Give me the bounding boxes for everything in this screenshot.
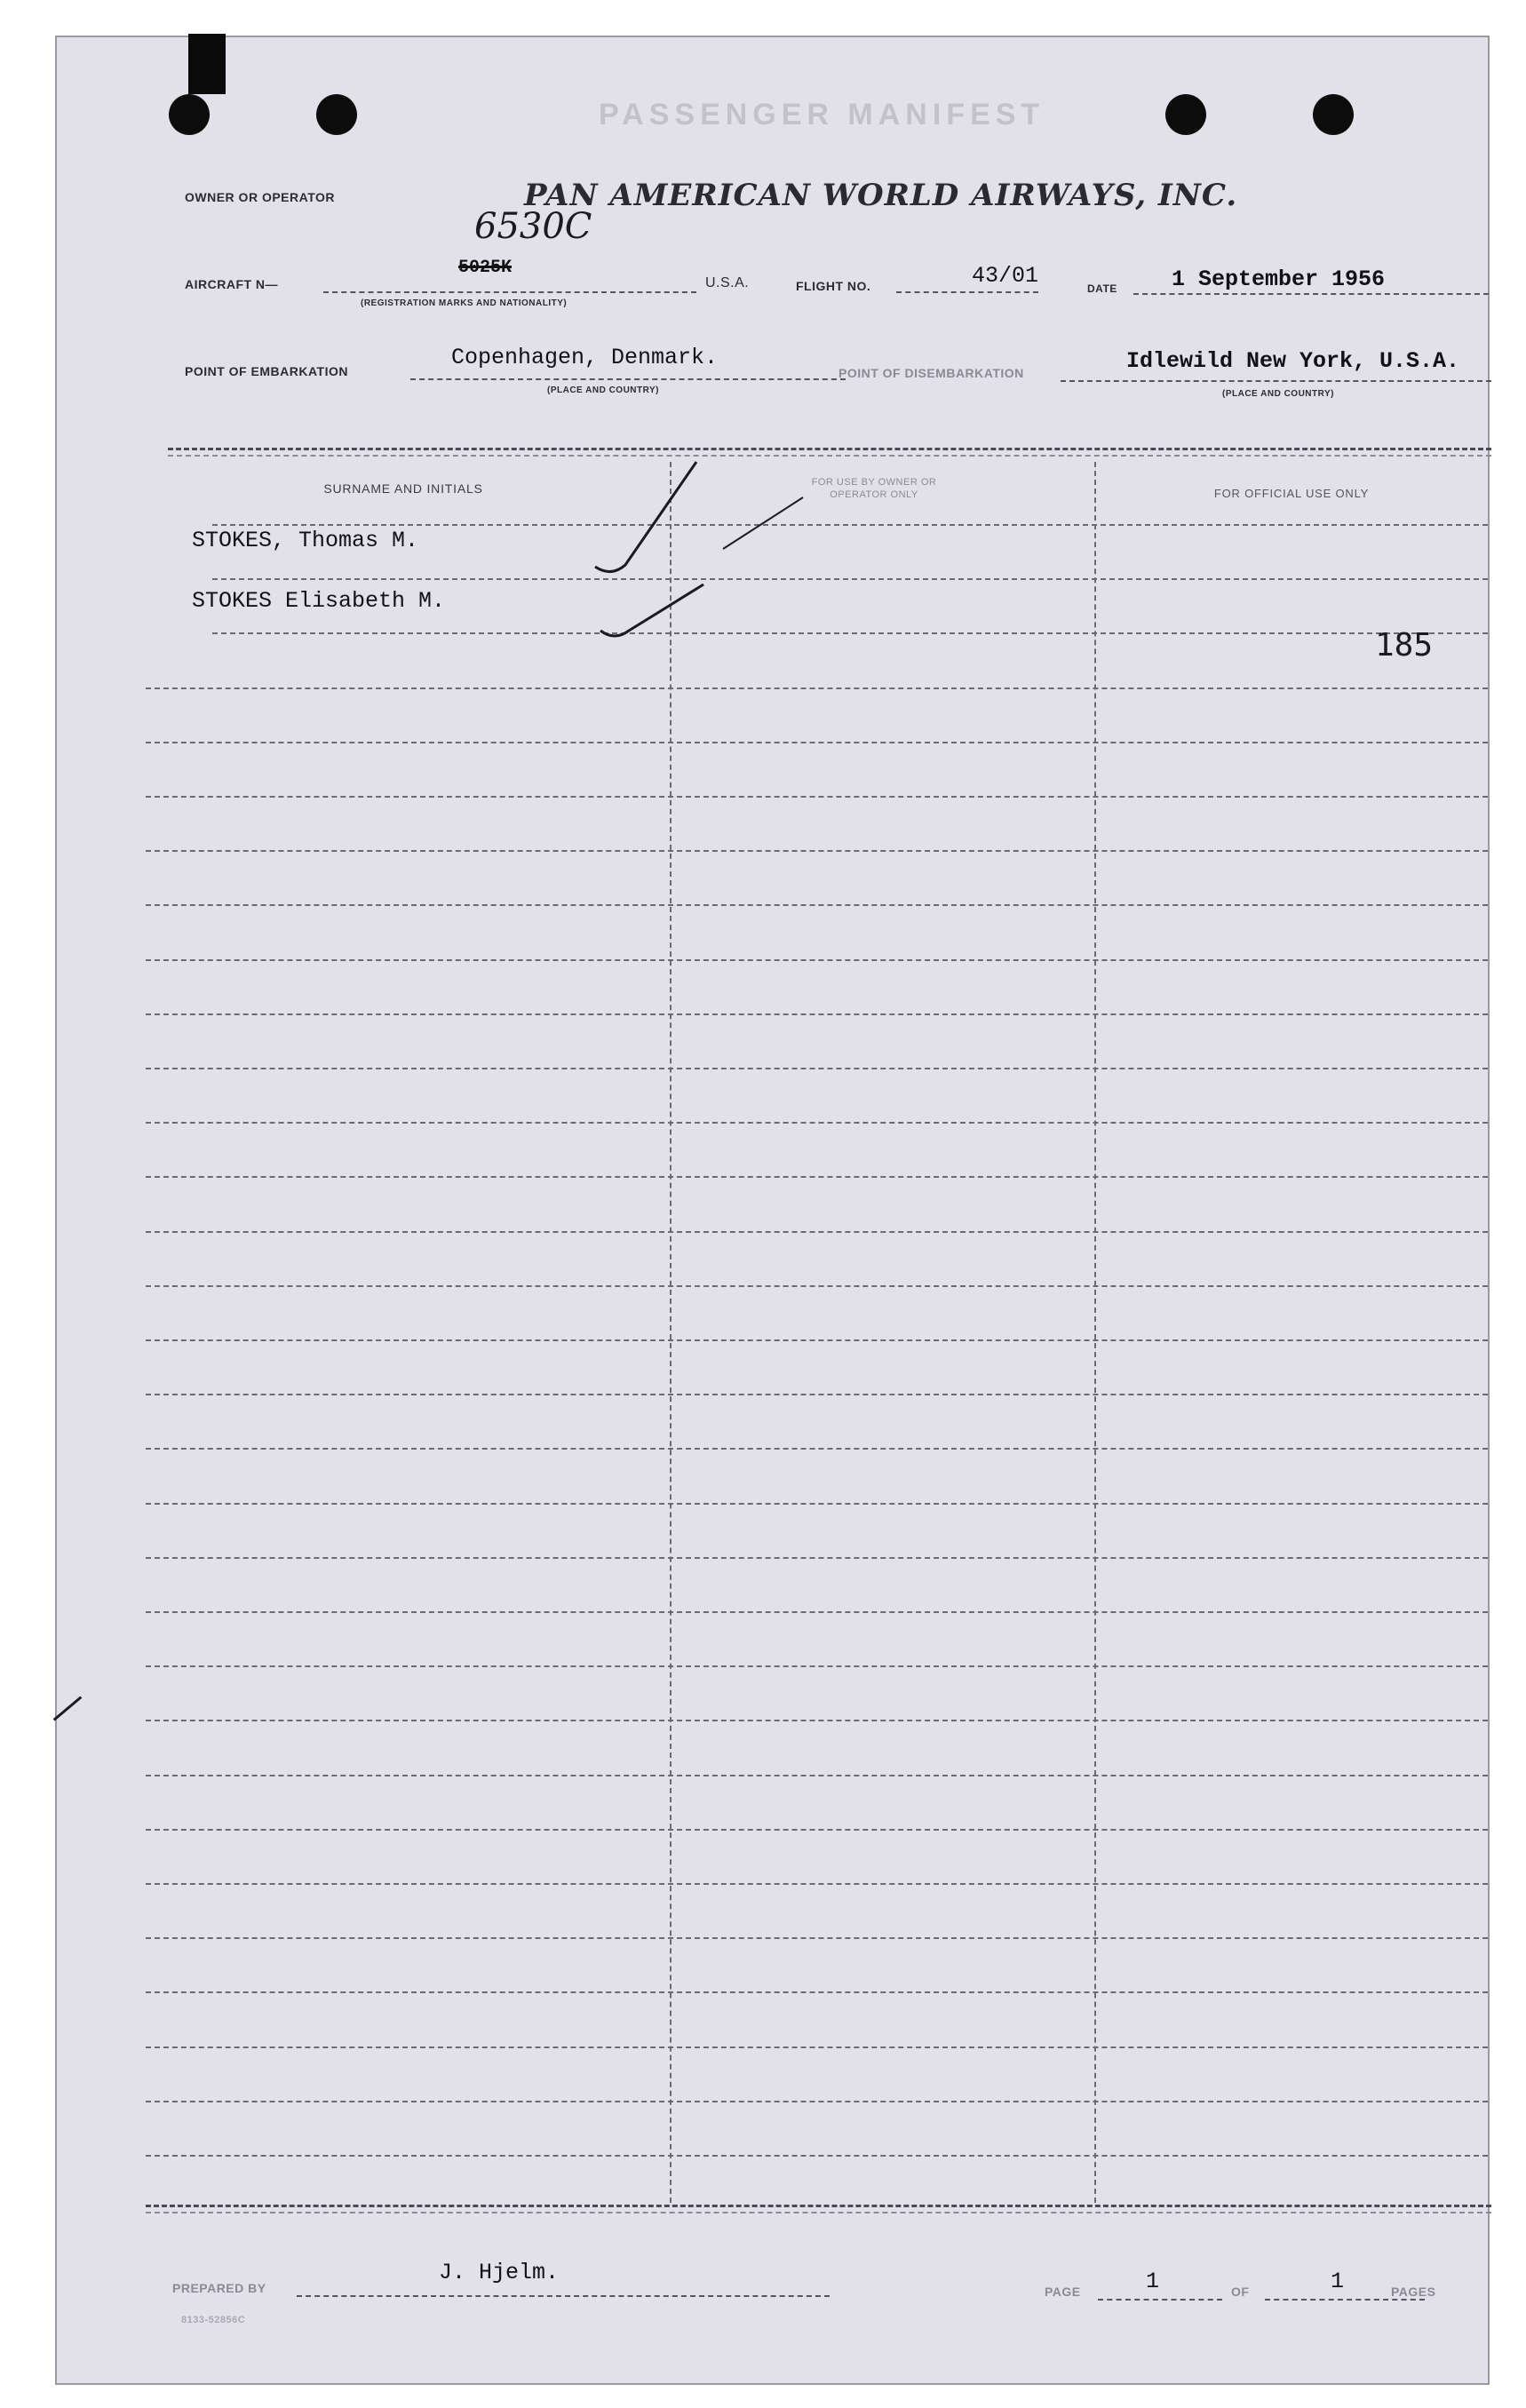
table-row-line [146, 2155, 1488, 2157]
table-row-line [146, 1068, 1488, 1069]
col-divider-1 [670, 462, 672, 2203]
date-value: 1 September 1956 [1172, 266, 1386, 292]
passenger-name-1: STOKES, Thomas M. [192, 528, 419, 553]
embark-value: Copenhagen, Denmark. [451, 345, 719, 370]
page-value: 1 [1146, 2269, 1160, 2294]
aircraft-line [323, 291, 696, 293]
table-row-line [146, 850, 1488, 852]
prepared-line [297, 2295, 830, 2297]
col-header-official: FOR OFFICIAL USE ONLY [1213, 487, 1370, 500]
punch-hole-left-2 [316, 94, 357, 135]
pages-label: PAGES [1391, 2285, 1436, 2299]
table-bottom-border-2 [146, 2212, 1491, 2213]
table-row-line [146, 1231, 1488, 1233]
table-row-line [146, 1720, 1488, 1721]
prepared-value: J. Hjelm. [439, 2260, 560, 2285]
aircraft-handwritten: 6530C [474, 206, 592, 247]
embark-label: POINT OF EMBARKATION [185, 364, 348, 378]
table-row-line [146, 2101, 1488, 2102]
check-mark-2 [597, 567, 721, 656]
table-row-line [146, 1013, 1488, 1015]
punch-hole-right-2 [1313, 94, 1354, 135]
form-number: 8133-52856C [181, 2315, 246, 2325]
table-row-line [146, 1829, 1488, 1831]
passenger-name-2: STOKES Elisabeth M. [192, 588, 446, 614]
table-row-line [146, 742, 1488, 743]
col-header-names: SURNAME AND INITIALS [323, 481, 483, 496]
col-header-owner: FOR USE BY OWNER OR OPERATOR ONLY [811, 477, 937, 500]
table-row-line [146, 959, 1488, 961]
col-divider-2 [1094, 462, 1096, 2203]
prepared-label: PREPARED BY [172, 2281, 266, 2295]
page-label: PAGE [1045, 2285, 1081, 2299]
punch-hole-left-1 [169, 94, 210, 135]
page-line [1098, 2299, 1222, 2301]
of-label: OF [1231, 2285, 1250, 2299]
table-row-line [146, 1557, 1488, 1559]
owner-value: PAN AMERICAN WORLD AIRWAYS, INC. [524, 178, 1238, 213]
margin-stroke [53, 1696, 83, 1721]
table-top-border-2 [168, 455, 1491, 457]
table-bottom-border [146, 2205, 1491, 2207]
flight-label: FLIGHT NO. [796, 279, 871, 293]
table-row-line [146, 2046, 1488, 2048]
aircraft-sublabel: (REGISTRATION MARKS AND NATIONALITY) [361, 298, 568, 308]
table-row-line [146, 1503, 1488, 1505]
table-row-line [146, 1775, 1488, 1776]
disembark-sublabel: (PLACE AND COUNTRY) [1222, 389, 1334, 399]
table-row-line [146, 1991, 1488, 1993]
disembark-line [1061, 380, 1491, 382]
table-row-line [146, 1611, 1488, 1613]
table-row-line [212, 524, 1488, 526]
flight-line [896, 291, 1038, 293]
disembark-value: Idlewild New York, U.S.A. [1126, 348, 1460, 374]
aircraft-struck: 5025K [458, 258, 513, 278]
table-row-line [146, 1176, 1488, 1178]
disembark-label: POINT OF DISEMBARKATION [839, 366, 1024, 380]
date-line [1133, 293, 1489, 295]
manifest-sheet [55, 36, 1490, 2385]
embark-sublabel: (PLACE AND COUNTRY) [547, 385, 659, 395]
table-row-line [146, 1394, 1488, 1395]
flight-value: 43/01 [972, 263, 1039, 289]
date-label: DATE [1087, 282, 1117, 295]
of-value: 1 [1331, 2269, 1345, 2294]
table-row-line [212, 578, 1488, 580]
table-row-line [146, 1448, 1488, 1450]
table-row-line [146, 1883, 1488, 1885]
table-row-line [146, 1122, 1488, 1124]
table-row-line [212, 632, 1488, 634]
table-row-line [146, 1285, 1488, 1287]
table-row-line [146, 1665, 1488, 1667]
table-row-line [146, 1339, 1488, 1341]
table-row-line [146, 796, 1488, 798]
aircraft-label: AIRCRAFT N— [185, 277, 279, 291]
table-row-line [146, 904, 1488, 906]
embark-line [410, 378, 846, 380]
owner-label: OWNER OR OPERATOR [185, 190, 335, 204]
nationality: U.S.A. [705, 275, 750, 290]
form-title: PASSENGER MANIFEST [599, 98, 1045, 131]
table-row-line [146, 1937, 1488, 1939]
table-row-line [146, 687, 1488, 689]
of-line [1265, 2299, 1425, 2301]
punch-hole-right-1 [1165, 94, 1206, 135]
table-top-border [168, 448, 1491, 450]
top-tab-mark [188, 34, 226, 94]
official-note: 185 [1375, 627, 1434, 664]
